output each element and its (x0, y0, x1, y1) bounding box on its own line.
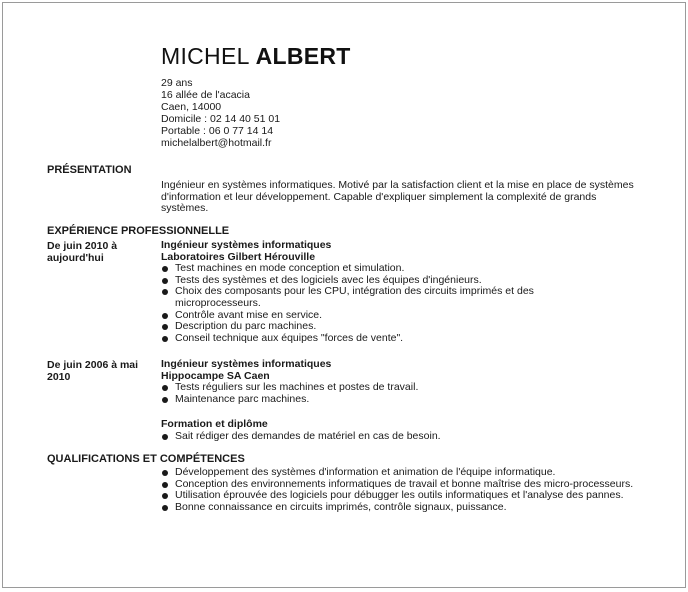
bullet-icon (162, 482, 168, 488)
task-list (161, 382, 591, 405)
bullet-icon (162, 278, 168, 284)
qualifications-entry (161, 467, 643, 513)
bullet-icon (162, 336, 168, 342)
job-title: Ingénieur systèmes informatiques (161, 358, 332, 370)
job-title: Ingénieur systèmes informatiques (161, 239, 332, 251)
job-date: De juin 2010 à aujourd'hui (47, 240, 118, 264)
list-item: Utilisation éprouvée des logiciels pour débugger les outils informatiques et l'analyse des pannes. (161, 490, 643, 502)
job-date: De juin 2006 à mai 2010 (47, 359, 139, 383)
list-item: Description du parc machines. (161, 321, 591, 333)
task-list (161, 263, 591, 344)
bullet-icon (162, 313, 168, 319)
bullet-icon (162, 397, 168, 403)
list-item: Sait rédiger des demandes de matériel en cas de besoin. (161, 431, 591, 443)
address-street: 16 allée de l'acacia (161, 89, 250, 102)
bullet-icon (162, 493, 168, 499)
last-name: ALBERT (255, 43, 351, 69)
presentation-heading: PRÉSENTATION (47, 164, 132, 176)
experience-heading: EXPÉRIENCE PROFESSIONNELLE (47, 225, 230, 237)
address-city: Caen, 14000 (161, 101, 222, 114)
qualifications-heading: QUALIFICATIONS ET COMPÉTENCES (47, 453, 245, 465)
job-entry (161, 240, 591, 344)
qualifications-list (161, 467, 643, 513)
list-item: Conception des environnements informatiques de travail et bonne maîtrise des micro-processeurs. (161, 479, 643, 491)
job-company: Hippocampe SA Caen (161, 369, 270, 382)
phone-mobile: Portable : 06 0 77 14 14 (161, 125, 274, 138)
training-list (161, 431, 591, 443)
contact-block (161, 77, 280, 150)
list-item: Tests des systèmes et des logiciels avec les équipes d'ingénieurs. (161, 275, 591, 287)
list-item: Conseil technique aux équipes "forces de vente". (161, 333, 591, 345)
list-item: Développement des systèmes d'information et animation de l'équipe informatique. (161, 467, 643, 479)
age: 29 ans (161, 77, 193, 89)
bullet-icon (162, 505, 168, 511)
list-item: Test machines en mode conception et simulation. (161, 263, 591, 275)
bullet-icon (162, 385, 168, 391)
list-item: Choix des composants pour les CPU, intégration des circuits imprimés et des microprocesseurs. (161, 286, 591, 309)
bullet-icon (162, 470, 168, 476)
list-item: Maintenance parc machines. (161, 394, 591, 406)
bullet-icon (162, 324, 168, 330)
list-item: Tests réguliers sur les machines et postes de travail. (161, 382, 591, 394)
training-entry (161, 419, 591, 442)
presentation-text: Ingénieur en systèmes informatiques. Motivé par la satisfaction client et la mise en place de systèmes d'information et leur développement. Capable d'expliquer simplement la complexité de grands systèmes. (161, 179, 634, 215)
job-company: Laboratoires Gilbert Hérouville (161, 250, 316, 263)
job-entry (161, 359, 591, 405)
resume-page (2, 2, 686, 588)
email: michelalbert@hotmail.fr (161, 137, 272, 150)
bullet-icon (162, 266, 168, 272)
training-title: Formation et diplôme (161, 418, 268, 430)
phone-home: Domicile : 02 14 40 51 01 (161, 113, 281, 126)
candidate-name (161, 43, 351, 70)
first-name: MICHEL (161, 43, 249, 69)
bullet-icon (162, 434, 168, 440)
list-item: Bonne connaissance en circuits imprimés, contrôle signaux, puissance. (161, 502, 643, 514)
list-item: Contrôle avant mise en service. (161, 310, 591, 322)
bullet-icon (162, 289, 168, 295)
